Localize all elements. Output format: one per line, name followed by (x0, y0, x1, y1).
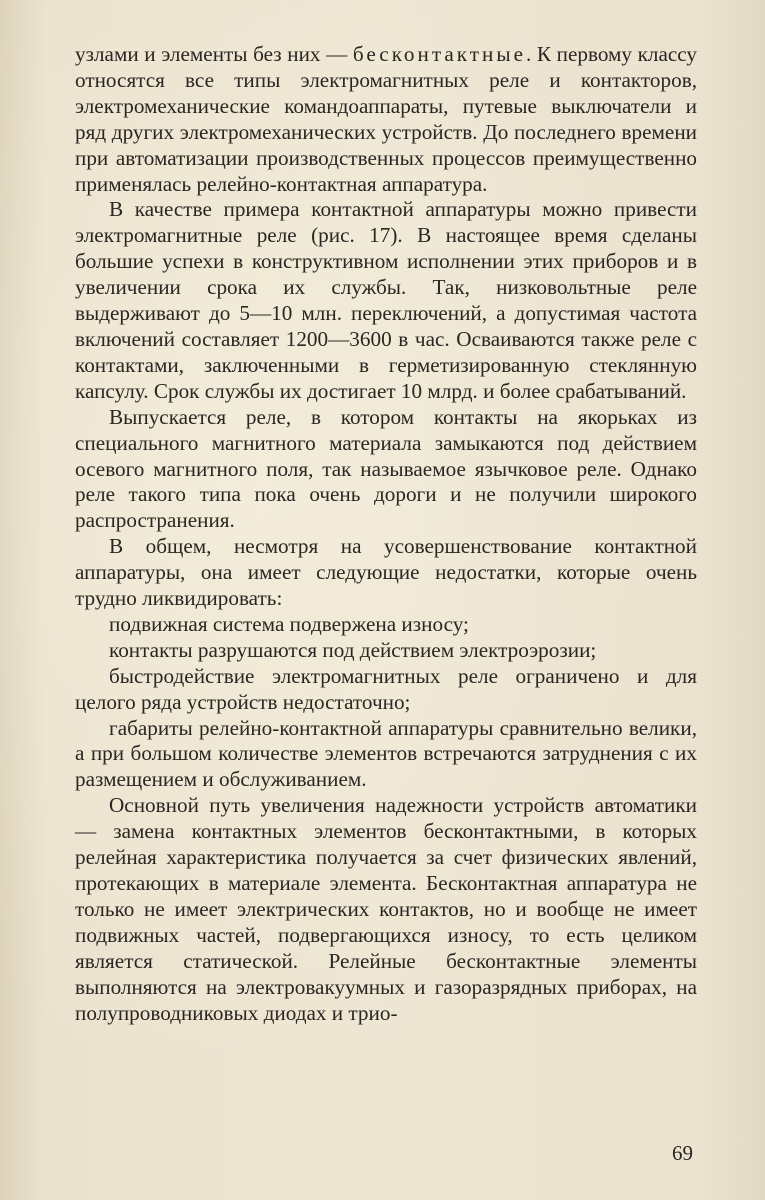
list-item: габариты релейно-контактной аппаратуры сравнительно велики, а при большом количестве элементов встречаются затруднения с их размещением и обслуживанием. (75, 715, 697, 792)
spaced-emphasis-term: бесконтактные (352, 42, 527, 66)
page-number: 69 (672, 1141, 693, 1165)
paragraph-contact-apparatus-example: В качестве примера контактной аппаратуры можно привести электромагнитные реле (рис. 17). В настоящее время сделаны большие успехи в конструктивном исполнении этих приборов и в увеличении срока их службы. Так, низковольтные реле выдерживают до 5—10 млн. переключений, а допустимая частота включений составляет 1200—3600 в час. Осваиваются также реле с контактами, заключенными в герметизированную стеклянную капсулу. Срок службы их достигает 10 млрд. и более срабатываний. (75, 197, 697, 403)
paragraph-continuation (75, 42, 697, 197)
paragraph-continuation-end: . К первому классу относятся все типы электромагнитных реле и контакторов, электромеханические командоаппараты, путевые выключатели и ряд других электромеханических устройств. До последнего времени при автоматизации производственных процессов преимущественно применялась релейно-контактная аппаратура. (75, 42, 697, 196)
paragraph-contactless-path: Основной путь увеличения надежности устройств автоматики — замена контактных элементов бесконтактными, в которых релейная характеристика получается за счет физических явлений, протекающих в материале элемента. Бесконтактная аппаратура не только не имеет электрических контактов, но и вообще не имеет подвижных частей, подвергающихся износу, то есть целиком является статической. Релейные бесконтактные элементы выполняются на электровакуумных и газоразрядных приборах, на полупроводниковых диодах и трио- (75, 793, 697, 1025)
list-item: быстродействие электромагнитных реле ограничено и для целого ряда устройств недостаточно; (75, 663, 697, 714)
paragraph-reed-relay: Выпускается реле, в котором контакты на якорьках из специального магнитного материала замыкаются под действием осевого магнитного поля, так называемое язычковое реле. Однако реле такого типа пока очень дороги и не получили широкого распространения. (75, 404, 697, 533)
paragraph-drawbacks-intro: В общем, несмотря на усовершенствование контактной аппаратуры, она имеет следующие недостатки, которые очень трудно ликвидировать: (75, 534, 697, 611)
list-item: контакты разрушаются под действием электроэрозии; (109, 637, 597, 662)
paragraph-continuation-start: узлами и элементы без них — (75, 42, 353, 66)
list-item: подвижная система подвержена износу; (109, 611, 469, 636)
body-text (75, 42, 697, 1026)
